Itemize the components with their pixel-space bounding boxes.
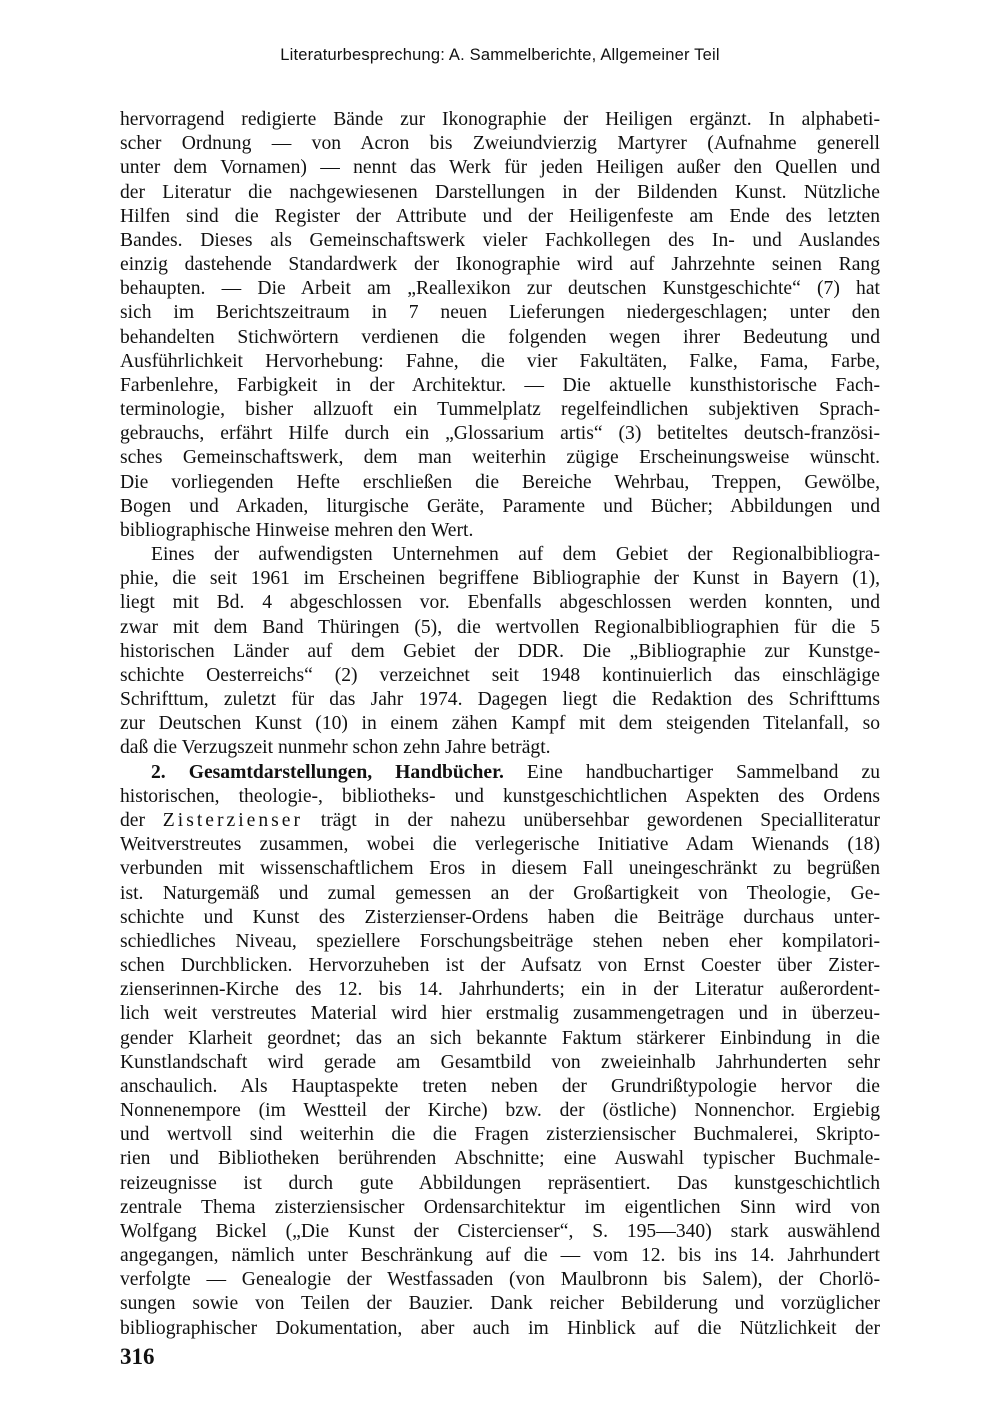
text-line: behandelten Stichwörtern verdienen die folgenden wegen ihrer Bedeutung und <box>120 326 880 348</box>
text-line: schichte und Kunst des Zisterzienser-Ordens haben die Beiträge durchaus unter- <box>120 906 880 928</box>
text-line: historischen Länder auf dem Gebiet der DDR. Die „Bibliographie zur Kunstge- <box>120 640 880 662</box>
page-number: 316 <box>120 1344 155 1369</box>
text-line: bibliographische Hinweise mehren den Wert. <box>120 519 474 541</box>
text-line: einzig dastehende Standardwerk der Ikonographie wird auf Jahrzehnte seinen Rang <box>120 254 880 276</box>
text-line: terminologie, bisher allzuoft ein Tummelplatz regelfeindlichen subjektiven Sprach- <box>120 399 880 421</box>
text-line: rien und Bibliotheken berührenden Abschnitte; eine Auswahl typischer Buchmale- <box>120 1148 880 1170</box>
text-line: verbunden mit wissenschaftlichem Eros in diesem Fall uneingeschränkt zu begrüßen <box>120 858 880 880</box>
text-line <box>120 1341 880 1365</box>
text-line: Wolfgang Bickel („Die Kunst der Cistercienser“, S. 195—340) stark auswählend <box>120 1220 880 1242</box>
text-line: historischen, theologie-, bibliotheks- und kunstgeschichtlichen Aspekten des Ordens <box>120 785 880 807</box>
text-line: Kunstlandschaft wird gerade am Gesamtbild von zweieinhalb Jahrhunderten sehr <box>120 1051 880 1073</box>
text-line: Hilfen sind die Register der Attribute und der Heiligenfeste am Ende des letzten <box>120 205 880 227</box>
text-line: liegt mit Bd. 4 abgeschlossen vor. Ebenfalls abgeschlossen werden konnten, und <box>120 592 880 614</box>
text-line: zentrale Thema zisterziensischer Ordensarchitektur im eigentlichen Sinn wird von <box>120 1196 880 1218</box>
text-line: Ausführlichkeit Hervorhebung: Fahne, die vier Fakultäten, Falke, Fama, Farbe, <box>120 350 880 372</box>
text-line: Farbenlehre, Farbigkeit in der Architektur. — Die aktuelle kunsthistorische Fach- <box>120 374 880 396</box>
text-line: Weitverstreutes zusammen, wobei die verlegerische Initiative Adam Wienands (18) <box>120 834 880 856</box>
text-line: hervorragend redigierte Bände zur Ikonographie der Heiligen ergänzt. In alphabeti- <box>120 109 880 130</box>
spaced-word: Zisterzienser <box>162 809 303 831</box>
spaced-line <box>120 809 880 833</box>
text-line: verfolgte — Genealogie der Westfassaden (von Maulbronn bis Salem), der Chorlö- <box>120 1269 880 1291</box>
text-line: zienserinnen-Kirche des 12. bis 14. Jahrhunderts; ein in der Literatur außerordent- <box>120 979 880 1001</box>
text-line: zur Deutschen Kunst (10) in einem zähen Kampf mit dem steigenden Titelanfall, so <box>120 713 880 735</box>
text-line: schen Durchblicken. Hervorzuheben ist der Aufsatz von Ernst Coester über Zister- <box>120 955 880 977</box>
text-line: schiedliches Niveau, speziellere Forschungsbeiträge stehen neben eher kompilatori- <box>120 930 880 952</box>
text-line: anschaulich. Als Hauptaspekte treten neben der Grundrißtypologie hervor die <box>120 1075 880 1097</box>
text-line: zwar mit dem Band Thüringen (5), die wertvollen Regionalbibliographien für die 5 <box>120 616 880 638</box>
text-line: Bandes. Dieses als Gemeinschaftswerk vieler Fachkollegen des In- und Auslandes <box>120 229 880 251</box>
text-line: ist. Naturgemäß und zumal gemessen an der Großartigkeit von Theologie, Ge- <box>120 882 880 904</box>
text-line: unter dem Vornamen) — nennt das Werk für jeden Heiligen außer den Quellen und <box>120 157 880 179</box>
text-line: Nonnenempore (im Westteil der Kirche) bzw. der (östliche) Nonnenchor. Ergiebig <box>120 1100 880 1122</box>
text-line: sches Gemeinschaftswerk, dem man weiterhin zügige Erscheinungsweise wünscht. <box>120 447 880 469</box>
text-line: der Literatur die nachgewiesenen Darstellungen in der Bildenden Kunst. Nützliche <box>120 181 880 203</box>
body-text <box>120 108 880 1389</box>
section-first-line <box>120 761 880 785</box>
running-header: Literaturbesprechung: A. Sammelberichte, Allgemeiner Teil <box>280 46 720 64</box>
text-segment: trägt in der nahezu unübersehbar gewordenen Specialliteratur <box>320 809 880 831</box>
text-line: Schrifttum, zuletzt für das Jahr 1974. Dagegen liegt die Redaktion des Schrifttums <box>120 689 880 711</box>
text-line: schichte Oesterreichs“ (2) verzeichnet seit 1948 kontinuierlich das einschlägige <box>120 664 880 686</box>
text-segment: Eine handbuchartiger Sammelband zu <box>526 761 880 783</box>
text-line: daß die Verzugszeit nunmehr schon zehn Jahre beträgt. <box>120 737 551 759</box>
text-line: gebrauchs, erfährt Hilfe durch ein „Glossarium artis“ (3) betiteltes deutsch-französi- <box>120 423 880 445</box>
text-line: gender Klarheit geordnet; das an sich bekannte Faktum stärkerer Einbindung in die <box>120 1027 880 1049</box>
text-line: lich weit verstreutes Material wird hier erstmalig zusammengetragen und in überzeu- <box>120 1003 880 1025</box>
text-segment: der <box>120 809 163 831</box>
text-line: sich im Berichtszeitraum in 7 neuen Lieferungen niedergeschlagen; unter den <box>120 302 880 324</box>
text-line: und wertvoll sind weiterhin die die Fragen zisterziensischer Buchmalerei, Skripto- <box>120 1124 880 1146</box>
text-line: angegangen, nämlich unter Beschränkung auf die — vom 12. bis ins 14. Jahrhundert <box>120 1245 880 1267</box>
text-line <box>120 1365 880 1389</box>
text-line: scher Ordnung — von Acron bis Zweiundvierzig Martyrer (Aufnahme generell <box>120 133 880 155</box>
text-line: bibliographischer Dokumentation, aber auch im Hinblick auf die Nützlichkeit der <box>120 1317 880 1339</box>
text-line: behaupten. — Die Arbeit am „Reallexikon zur deutschen Kunstgeschichte“ (7) hat <box>120 278 880 300</box>
text-line: sungen sowie von Teilen der Bauzier. Dank reicher Bebilderung und vorzüglicher <box>120 1293 880 1315</box>
text-line: Bogen und Arkaden, liturgische Geräte, Paramente und Bücher; Abbildungen und <box>120 495 880 517</box>
text-line: phie, die seit 1961 im Erscheinen begriffene Bibliographie der Kunst in Bayern (1), <box>120 568 880 590</box>
section-heading: 2. Gesamtdarstellungen, Handbücher. <box>151 761 504 783</box>
text-line: Eines der aufwendigsten Unternehmen auf dem Gebiet der Regionalbibliogra- <box>151 544 880 566</box>
text-line: reizeugnisse ist durch gute Abbildungen repräsentiert. Das kunstgeschichtlich <box>120 1172 880 1194</box>
text-line: Die vorliegenden Hefte erschließen die Bereiche Wehrbau, Treppen, Gewölbe, <box>120 471 880 493</box>
